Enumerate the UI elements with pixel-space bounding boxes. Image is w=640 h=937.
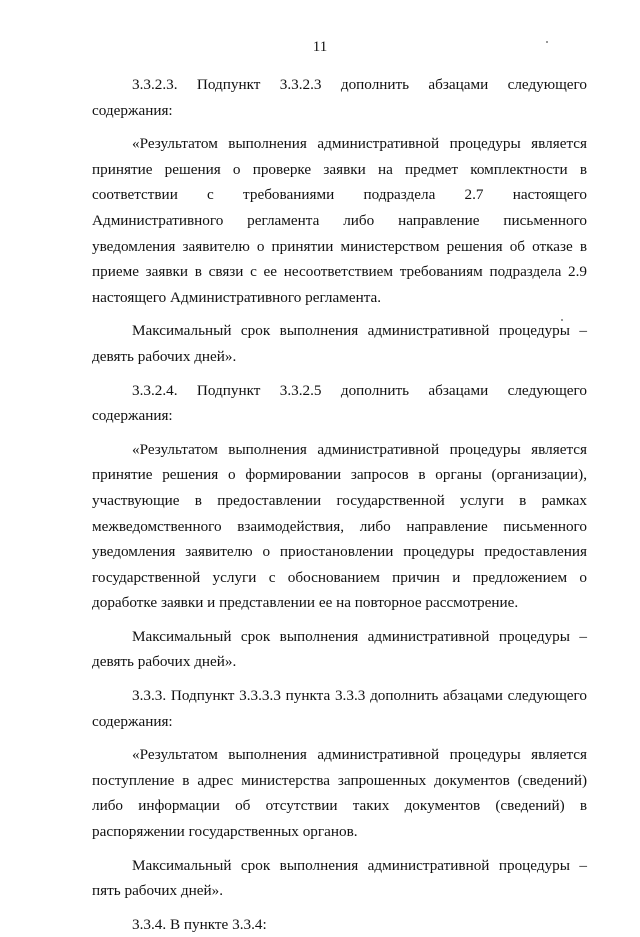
document-body xyxy=(92,72,587,937)
scan-speck xyxy=(546,41,548,43)
paragraph-result-completeness: «Результатом выполнения административной процедуры является принятие решения о проверке заявки на предмет комплектности в соответствии с требованиями подраздела 2.7 настоящего Административного регламента либо направление письменного уведомления заявителю о принятии министерством решения об отказе в приеме заявки в связи с ее несоответствием требованиям подраздела 2.9 настоящего Административного регламента. xyxy=(92,135,587,306)
paragraph-3-3-2-3-heading: 3.3.2.3. Подпункт 3.3.2.3 дополнить абзацами следующего содержания: xyxy=(92,76,587,119)
paragraph-max-term-five-days: Максимальный срок выполнения административной процедуры – пять рабочих дней». xyxy=(92,856,587,900)
paragraph-result-requests: «Результатом выполнения административной процедуры является принятие решения о формировании запросов в органы (организации), участвующие в предоставлении государственной услуги в рамках межведомственного взаимодействия, либо направление письменного уведомления заявителю о приостановлении процедуры предоставления государственной услуги с обоснованием причин и предложением о доработке заявки и представлении ее на повторное рассмотрение. xyxy=(92,440,587,612)
paragraph-3-3-3-heading: 3.3.3. Подпункт 3.3.3.3 пункта 3.3.3 дополнить абзацами следующего содержания: xyxy=(92,687,587,730)
page-number: 11 xyxy=(312,39,328,55)
scan-speck xyxy=(561,319,563,321)
paragraph-result-documents: «Результатом выполнения административной процедуры является поступление в адрес министерства запрошенных документов (сведений) либо информации об отсутствии таких документов (сведений) в распоряжении государственных органов. xyxy=(92,746,587,841)
paragraph-max-term-nine-days-1: Максимальный срок выполнения административной процедуры – девять рабочих дней». xyxy=(92,322,587,365)
paragraph-max-term-nine-days-2: Максимальный срок выполнения административной процедуры – девять рабочих дней». xyxy=(92,627,587,671)
paragraph-3-3-2-4-heading: 3.3.2.4. Подпункт 3.3.2.5 дополнить абзацами следующего содержания: xyxy=(92,381,587,425)
paragraph-3-3-4-heading: 3.3.4. В пункте 3.3.4: xyxy=(132,915,267,933)
